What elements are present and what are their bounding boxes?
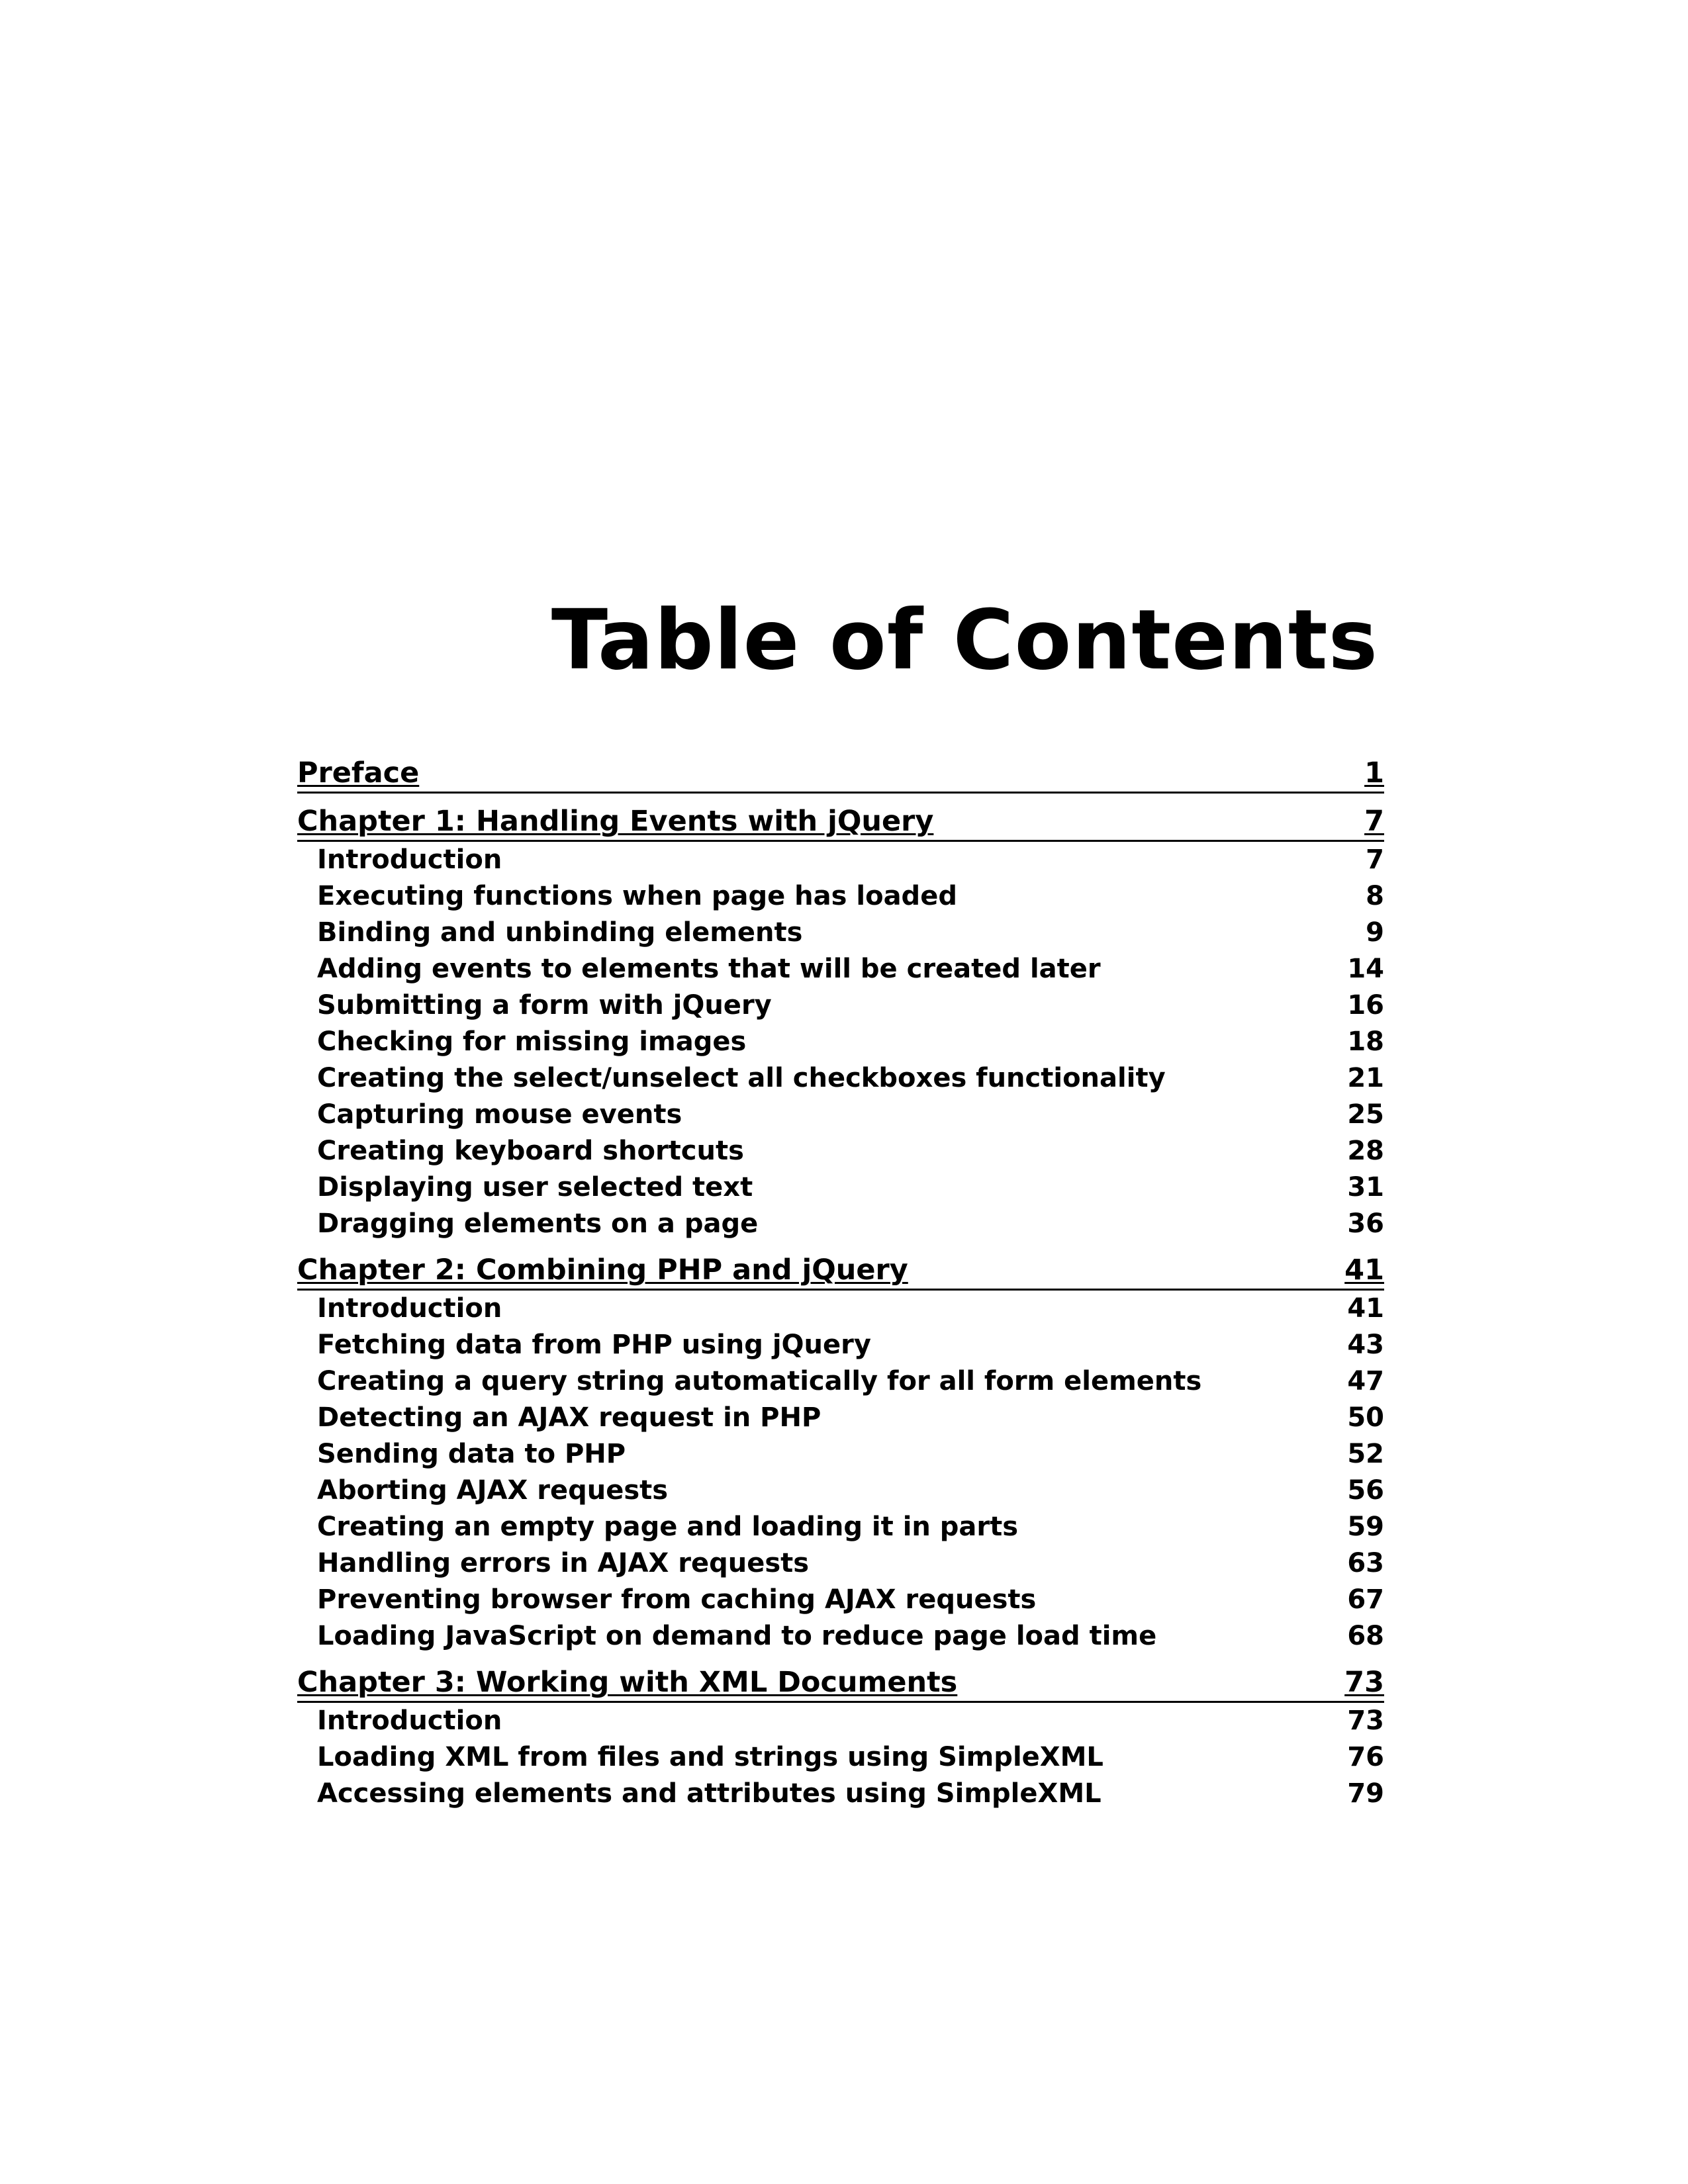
toc-chapter-group [297, 803, 1384, 1242]
toc-section-title: Adding events to elements that will be created later [317, 954, 1101, 984]
toc-chapter-title: Chapter 1: Handling Events with jQuery [297, 805, 934, 838]
toc-section-title: Dragging elements on a page [317, 1208, 759, 1239]
toc-section-item[interactable] [297, 1024, 1384, 1060]
toc-section-page: 8 [1366, 881, 1384, 911]
toc-section-page: 16 [1347, 990, 1384, 1021]
toc-section-page: 76 [1347, 1742, 1384, 1772]
table-of-contents [297, 754, 1384, 1812]
toc-section-page: 67 [1347, 1584, 1384, 1615]
toc-section-list [297, 1291, 1384, 1655]
toc-section-item[interactable] [297, 1363, 1384, 1400]
toc-section-page: 52 [1347, 1439, 1384, 1469]
toc-section-title: Preventing browser from caching AJAX requests [317, 1584, 1037, 1615]
toc-section-item[interactable] [297, 1291, 1384, 1327]
toc-section-item[interactable] [297, 1060, 1384, 1097]
toc-section-title: Executing functions when page has loaded [317, 881, 957, 911]
toc-section-title: Creating an empty page and loading it in parts [317, 1512, 1019, 1542]
toc-section-title: Creating the select/unselect all checkboxes functionality [317, 1063, 1166, 1093]
toc-section-page: 56 [1347, 1475, 1384, 1506]
toc-section-title: Introduction [317, 844, 502, 875]
toc-section-item[interactable] [297, 1703, 1384, 1739]
toc-section-item[interactable] [297, 878, 1384, 915]
toc-chapter-link[interactable] [297, 1251, 1384, 1291]
toc-chapter-link[interactable] [297, 754, 1384, 794]
toc-section-page: 28 [1347, 1136, 1384, 1166]
toc-section-item[interactable] [297, 1473, 1384, 1509]
toc-section-item[interactable] [297, 1327, 1384, 1363]
toc-section-page: 14 [1347, 954, 1384, 984]
toc-section-title: Loading JavaScript on demand to reduce page load time [317, 1621, 1157, 1651]
toc-section-title: Submitting a form with jQuery [317, 990, 772, 1021]
toc-chapter-group [297, 754, 1384, 794]
toc-section-page: 7 [1366, 844, 1384, 875]
toc-section-item[interactable] [297, 842, 1384, 878]
toc-section-page: 79 [1347, 1778, 1384, 1809]
toc-section-list [297, 842, 1384, 1242]
toc-section-item[interactable] [297, 951, 1384, 987]
toc-section-page: 63 [1347, 1548, 1384, 1578]
toc-chapter-title: Chapter 2: Combining PHP and jQuery [297, 1253, 908, 1287]
toc-section-title: Loading XML from files and strings using SimpleXML [317, 1742, 1103, 1772]
toc-section-title: Displaying user selected text [317, 1172, 753, 1203]
toc-section-title: Sending data to PHP [317, 1439, 626, 1469]
toc-section-title: Creating a query string automatically for all form elements [317, 1366, 1202, 1396]
toc-chapter-link[interactable] [297, 803, 1384, 842]
toc-chapter-title: Preface [297, 756, 420, 790]
toc-section-title: Introduction [317, 1706, 502, 1736]
toc-section-item[interactable] [297, 1545, 1384, 1582]
toc-section-item[interactable] [297, 987, 1384, 1024]
toc-section-item[interactable] [297, 915, 1384, 951]
toc-chapter-page: 73 [1344, 1666, 1384, 1699]
toc-section-page: 36 [1347, 1208, 1384, 1239]
toc-section-title: Capturing mouse events [317, 1099, 682, 1130]
toc-section-title: Detecting an AJAX request in PHP [317, 1402, 821, 1433]
toc-section-item[interactable] [297, 1776, 1384, 1812]
toc-section-page: 31 [1347, 1172, 1384, 1203]
toc-chapter-link[interactable] [297, 1664, 1384, 1703]
toc-section-page: 21 [1347, 1063, 1384, 1093]
toc-section-title: Introduction [317, 1293, 502, 1324]
toc-section-page: 68 [1347, 1621, 1384, 1651]
toc-section-page: 18 [1347, 1026, 1384, 1057]
toc-section-list [297, 1703, 1384, 1812]
toc-section-page: 41 [1347, 1293, 1384, 1324]
toc-section-page: 43 [1347, 1330, 1384, 1360]
toc-section-item[interactable] [297, 1097, 1384, 1133]
toc-section-page: 25 [1347, 1099, 1384, 1130]
toc-chapter-group [297, 1251, 1384, 1655]
toc-section-item[interactable] [297, 1739, 1384, 1776]
toc-section-title: Binding and unbinding elements [317, 917, 803, 948]
toc-section-item[interactable] [297, 1400, 1384, 1436]
toc-chapter-group [297, 1664, 1384, 1812]
toc-section-item[interactable] [297, 1206, 1384, 1242]
toc-section-item[interactable] [297, 1133, 1384, 1169]
toc-section-title: Handling errors in AJAX requests [317, 1548, 810, 1578]
toc-section-item[interactable] [297, 1582, 1384, 1618]
toc-section-page: 73 [1347, 1706, 1384, 1736]
toc-section-title: Fetching data from PHP using jQuery [317, 1330, 871, 1360]
page-title: Table of Contents [551, 592, 1378, 688]
toc-section-page: 59 [1347, 1512, 1384, 1542]
toc-chapter-page: 41 [1344, 1253, 1384, 1287]
toc-section-item[interactable] [297, 1436, 1384, 1473]
toc-section-title: Checking for missing images [317, 1026, 747, 1057]
toc-section-item[interactable] [297, 1618, 1384, 1655]
toc-section-title: Accessing elements and attributes using SimpleXML [317, 1778, 1102, 1809]
toc-section-item[interactable] [297, 1509, 1384, 1545]
toc-section-item[interactable] [297, 1169, 1384, 1206]
toc-section-title: Creating keyboard shortcuts [317, 1136, 744, 1166]
toc-section-title: Aborting AJAX requests [317, 1475, 669, 1506]
toc-chapter-title: Chapter 3: Working with XML Documents [297, 1666, 958, 1699]
toc-chapter-page: 1 [1364, 756, 1384, 790]
toc-chapter-page: 7 [1364, 805, 1384, 838]
toc-section-page: 9 [1366, 917, 1384, 948]
toc-section-page: 47 [1347, 1366, 1384, 1396]
toc-section-page: 50 [1347, 1402, 1384, 1433]
